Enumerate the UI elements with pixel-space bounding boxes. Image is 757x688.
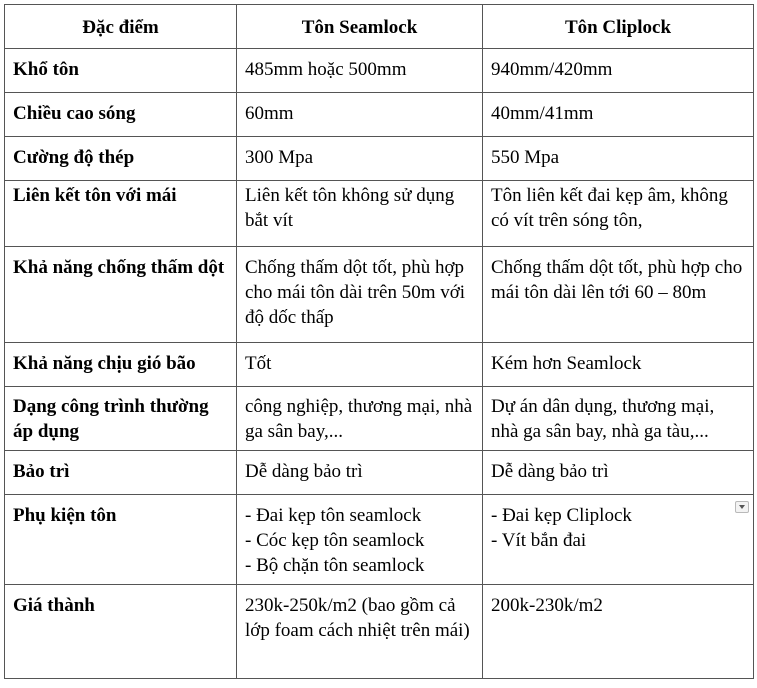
cliplock-cell: 940mm/420mm — [483, 49, 754, 93]
accessory-item: - Đai kẹp tôn seamlock — [245, 505, 422, 526]
seamlock-cell: Chống thấm dột tốt, phù hợp cho mái tôn dài trên 50m với độ dốc thấp — [237, 247, 483, 343]
table-row — [5, 181, 754, 247]
header-seamlock: Tôn Seamlock — [237, 5, 483, 49]
table-row — [5, 495, 754, 585]
cliplock-cell: 550 Mpa — [483, 137, 754, 181]
comparison-table — [4, 4, 754, 679]
feature-cell: Khả năng chịu gió bão — [5, 343, 237, 387]
seamlock-cell: 60mm — [237, 93, 483, 137]
cliplock-cell: Kém hơn Seamlock — [483, 343, 754, 387]
seamlock-cell: Tốt — [237, 343, 483, 387]
feature-cell: Khổ tôn — [5, 49, 237, 93]
table-row — [5, 451, 754, 495]
accessory-item: - Đai kẹp Cliplock — [491, 505, 632, 526]
table-row — [5, 49, 754, 93]
table-row — [5, 387, 754, 451]
header-row — [5, 5, 754, 49]
feature-cell: Giá thành — [5, 585, 237, 679]
table-row — [5, 247, 754, 343]
cell-dropdown-button[interactable] — [735, 501, 749, 513]
table-row — [5, 93, 754, 137]
cliplock-cell: Chống thấm dột tốt, phù hợp cho mái tôn dài lên tới 60 – 80m — [483, 247, 754, 343]
feature-cell: Bảo trì — [5, 451, 237, 495]
cliplock-cell: Dự án dân dụng, thương mại, nhà ga sân bay, nhà ga tàu,... — [483, 387, 754, 451]
seamlock-cell: Dễ dàng bảo trì — [237, 451, 483, 495]
cliplock-cell — [483, 495, 754, 585]
accessory-item: - Cóc kẹp tôn seamlock — [245, 530, 425, 551]
seamlock-cell: 300 Mpa — [237, 137, 483, 181]
accessory-item: - Vít bắn đai — [491, 530, 587, 551]
feature-cell: Cường độ thép — [5, 137, 237, 181]
feature-cell: Chiều cao sóng — [5, 93, 237, 137]
cliplock-cell: 40mm/41mm — [483, 93, 754, 137]
table-row — [5, 137, 754, 181]
table-row — [5, 343, 754, 387]
cliplock-cell: Dễ dàng bảo trì — [483, 451, 754, 495]
seamlock-cell: 230k-250k/m2 (bao gồm cả lớp foam cách nhiệt trên mái) — [237, 585, 483, 679]
feature-cell: Dạng công trình thường áp dụng — [5, 387, 237, 451]
accessory-item: - Bộ chặn tôn seamlock — [245, 555, 425, 576]
seamlock-cell: công nghiệp, thương mại, nhà ga sân bay,... — [237, 387, 483, 451]
seamlock-cell: 485mm hoặc 500mm — [237, 49, 483, 93]
cliplock-cell: 200k-230k/m2 — [483, 585, 754, 679]
header-feature: Đặc điểm — [5, 5, 237, 49]
cliplock-cell: Tôn liên kết đai kẹp âm, không có vít trên sóng tôn, — [483, 181, 754, 247]
table-row — [5, 585, 754, 679]
header-cliplock: Tôn Cliplock — [483, 5, 754, 49]
feature-cell: Khả năng chống thấm dột — [5, 247, 237, 343]
feature-cell: Liên kết tôn với mái — [5, 181, 237, 247]
feature-cell: Phụ kiện tôn — [5, 495, 237, 585]
seamlock-cell: Liên kết tôn không sử dụng bắt vít — [237, 181, 483, 247]
seamlock-cell — [237, 495, 483, 585]
chevron-down-icon — [739, 505, 745, 509]
